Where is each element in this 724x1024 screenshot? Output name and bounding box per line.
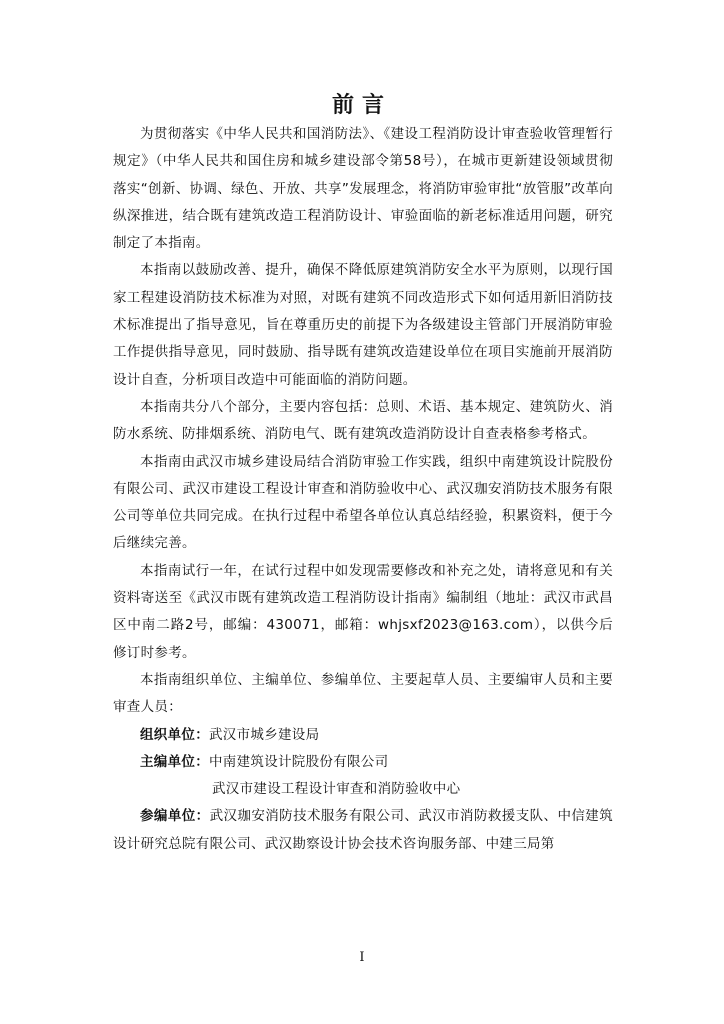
participants-line — [113, 803, 613, 858]
chief-editor-value: 中南建筑设计院股份有限公司 — [209, 753, 389, 770]
chief-editor-label: 主编单位： — [140, 753, 209, 770]
organizer-line — [113, 722, 613, 749]
document-body — [113, 121, 613, 858]
preface-paragraph-2: 本指南以鼓励改善、提升，确保不降低原建筑消防安全水平为原则，以现行国家工程建设消防技术标准为对照，对既有建筑不同改造形式下如何适用新旧消防技术标准提出了指导意见，旨在尊重历史的前提下为各级建设主管部门开展消防审验工作提供指导意见，同时鼓励、指导既有建筑改造建设单位在项目实施前开展消防设计自查，分析项目改造中可能面临的消防问题。 — [113, 262, 613, 388]
participants-label: 参编单位： — [140, 808, 210, 825]
organizer-label: 组织单位： — [140, 726, 209, 743]
preface-paragraph-4: 本指南由武汉市城乡建设局结合消防审验工作实践，组织中南建筑设计院股份有限公司、武汉市建设工程设计审查和消防验收中心、武汉珈安消防技术服务有限公司等单位共同完成。在执行过程中希望各单位认真总结经验，积累资料，便于今后继续完善。 — [113, 453, 613, 552]
page-title: 前言 — [331, 93, 392, 118]
chief-editor-line — [113, 749, 613, 776]
preface-paragraph-1: 为贯彻落实《中华人民共和国消防法》、《建设工程消防设计审查验收管理暂行规定》（中华人民共和国住房和城乡建设部令第58号），在城市更新建设领域贯彻落实“创新、协调、绿色、开放、共享”发展理念，将消防审验审批“放管服”改革向纵深推进，结合既有建筑改造工程消防设计、审验面临的新老标准适用问题，研究制定了本指南。 — [113, 126, 613, 252]
preface-paragraph-5: 本指南试行一年，在试行过程中如发现需要修改和补充之处，请将意见和有关资料寄送至《武汉市既有建筑改造工程消防设计指南》编制组（地址：武汉市武昌区中南二路2号，邮编：430071，邮箱：whjsxf2023@163.com），以供今后修订时参考。 — [113, 562, 613, 661]
preface-paragraph-3: 本指南共分八个部分，主要内容包括：总则、术语、基本规定、建筑防火、消防水系统、防排烟系统、消防电气、既有建筑改造消防设计自查表格参考格式。 — [113, 398, 613, 443]
participants-value: 武汉珈安消防技术服务有限公司、武汉市消防救援支队、中信建筑设计研究总院有限公司、武汉勘察设计协会技术咨询服务部、中建三局第 — [113, 808, 613, 852]
chief-editor-value-2: 武汉市建设工程设计审查和消防验收中心 — [212, 781, 461, 798]
preface-paragraph-6: 本指南组织单位、主编单位、参编单位、主要起草人员、主要编审人员和主要审查人员： — [113, 671, 613, 716]
organizer-value: 武汉市城乡建设局 — [209, 726, 320, 743]
page-number: I — [359, 950, 365, 965]
